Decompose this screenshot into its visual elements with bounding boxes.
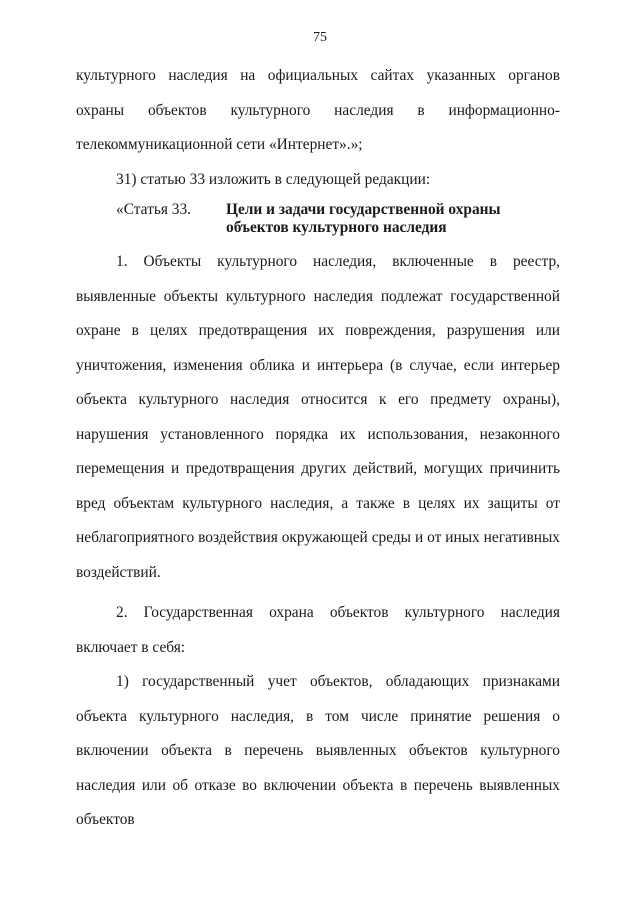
page-number: 75 [313, 30, 327, 45]
paragraph-subclause-1: 1) государственный учет объектов, обладающих признаками объекта культурного наследия, в том числе принятие решения о включении объекта в перечень выявленных объектов культурного наследия или об отказе во включении объекта в перечень выявленных объектов [76, 673, 560, 828]
paragraph-continuation: культурного наследия на официальных сайтах указанных органов охраны объектов культурного наследия в информационно-телекоммуникационной сети «Интернет».»; [76, 67, 560, 153]
paragraph-clause-1: 1. Объекты культурного наследия, включенные в реестр, выявленные объекты культурного наследия подлежат государственной охране в целях предотвращения их повреждения, разрушения или уничтожения, изменения облика и интерьера (в случае, если интерьер объекта культурного наследия относится к его предмету охраны), нарушения установленного порядка их использования, незаконного перемещения и предотвращения других действий, могущих причинить вред объектам культурного наследия, а также в целях их защиты от неблагоприятного воздействия окружающей среды и от иных негативных воздействий. [76, 253, 560, 581]
document-body [76, 59, 560, 838]
article-heading [76, 201, 560, 237]
article-number: «Статья 33. [116, 201, 192, 218]
article-title: Цели и задачи государственной охраны объектов культурного наследия [226, 201, 501, 236]
paragraph-clause-2: 2. Государственная охрана объектов культурного наследия включает в себя: [76, 604, 560, 656]
paragraph-amendment-31: 31) статью 33 изложить в следующей редакции: [116, 170, 431, 188]
